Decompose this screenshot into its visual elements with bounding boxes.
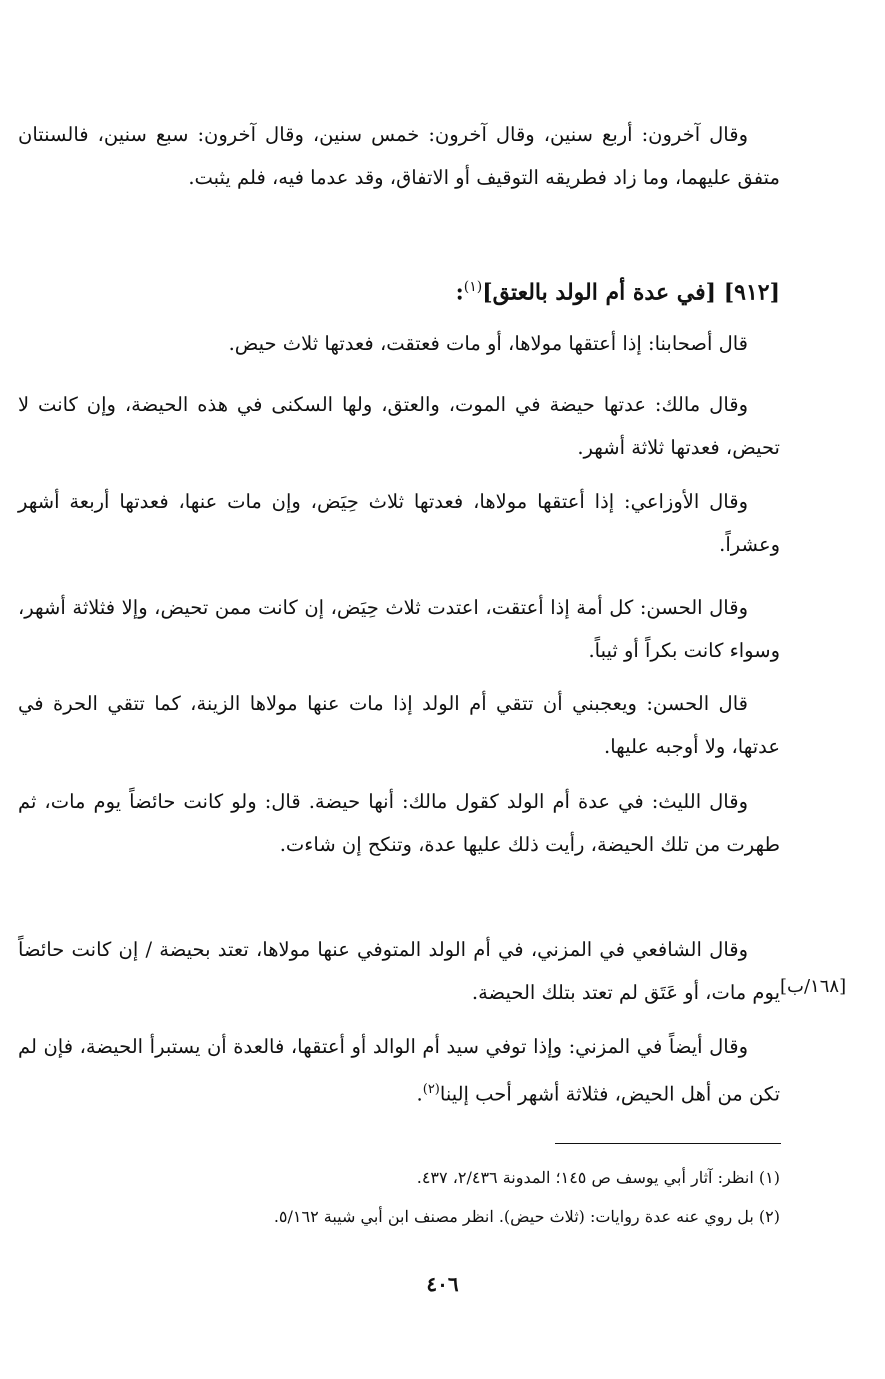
paragraph-3-text: وقال مالك: عدتها حيضة في الموت، والعتق، ولها السكنى في هذه الحيضة، وإن كانت لا تحيض، فعدتها ثلاثة أشهر.: [18, 393, 780, 459]
paragraph-9-end: .: [416, 1082, 423, 1106]
paragraph-4: [18, 480, 780, 566]
section-title: [في عدة أم الولد بالعتق]: [482, 279, 717, 306]
paragraph-4-text: وقال الأوزاعي: إذا أعتقها مولاها، فعدتها ثلاث حِيَض، وإن مات عنها، فعدتها أربعة أشهر وعشراً.: [18, 490, 780, 556]
paragraph-6: [18, 682, 780, 768]
footnote-divider: [555, 1143, 781, 1144]
footnotes: [18, 1158, 780, 1236]
footnote-1: (١) انظر: آثار أبي يوسف ص ١٤٥؛ المدونة ٢/٤٣٦، ٤٣٧.: [416, 1168, 780, 1187]
paragraph-2: [18, 322, 780, 365]
paragraph-9: [18, 1025, 780, 1116]
paragraph-8: [18, 928, 780, 1014]
paragraph-6-text: قال الحسن: ويعجبني أن تتقي أم الولد إذا مات عنها مولاها الزينة، كما تتقي الحرة في عدتها، ولا أوجبه عليها.: [18, 692, 780, 758]
paragraph-9-body: وقال أيضاً في المزني: وإذا توفي سيد أم الوالد أو أعتقها، فالعدة أن يستبرأ الحيضة، فإن لم تكن من أهل الحيض، فثلاثة أشهر أحب إلينا: [18, 1035, 780, 1106]
paragraph-2-text: قال أصحابنا: إذا أعتقها مولاها، أو مات فعتقت، فعدتها ثلاث حيض.: [228, 332, 748, 355]
paragraph-5-text: وقال الحسن: كل أمة إذا أعتقت، اعتدت ثلاث حِيَض، إن كانت ممن تحيض، وإلا فثلاثة أشهر، وسواء كانت بكراً أو ثيباً.: [18, 596, 780, 662]
section-heading: [18, 267, 780, 312]
paragraph-7-text: وقال الليث: في عدة أم الولد كقول مالك: أنها حيضة. قال: ولو كانت حائضاً يوم مات، ثم طهرت من تلك الحيضة، رأيت ذلك عليها عدة، وتنكح إن شاءت.: [18, 790, 780, 856]
paragraph-1: [18, 113, 780, 199]
paragraph-7: [18, 780, 780, 866]
paragraph-1-text: وقال آخرون: أربع سنين، وقال آخرون: خمس سنين، وقال آخرون: سبع سنين، فالسنتان متفق عليهما، وما زاد فطريقه التوقيف أو الاتفاق، وقد عدما فيه، فلم يثبت.: [18, 123, 780, 189]
paragraph-9-text: [18, 1025, 780, 1116]
paragraph-3: [18, 383, 780, 469]
section-footnote-ref: (١): [463, 279, 483, 295]
paragraph-8-text: وقال الشافعي في المزني، في أم الولد المتوفي عنها مولاها، تعتد بحيضة / إن كانت حائضاً يوم مات، أو عَتَق لم تعتد بتلك الحيضة.: [18, 938, 780, 1004]
paragraph-9-footnote-ref: (٢): [422, 1082, 440, 1097]
margin-folio-note: [١٦٨/ب]: [780, 976, 847, 997]
footnote-2: (٢) بل روي عنه عدة روايات: (ثلاث حيض). انظر مصنف ابن أبي شيبة ٥/١٦٢.: [273, 1207, 780, 1226]
page-number: ٤٠٦: [426, 1272, 459, 1296]
section-number: [٩١٢]: [723, 279, 780, 306]
section-colon: :: [455, 279, 464, 306]
paragraph-5: [18, 586, 780, 672]
